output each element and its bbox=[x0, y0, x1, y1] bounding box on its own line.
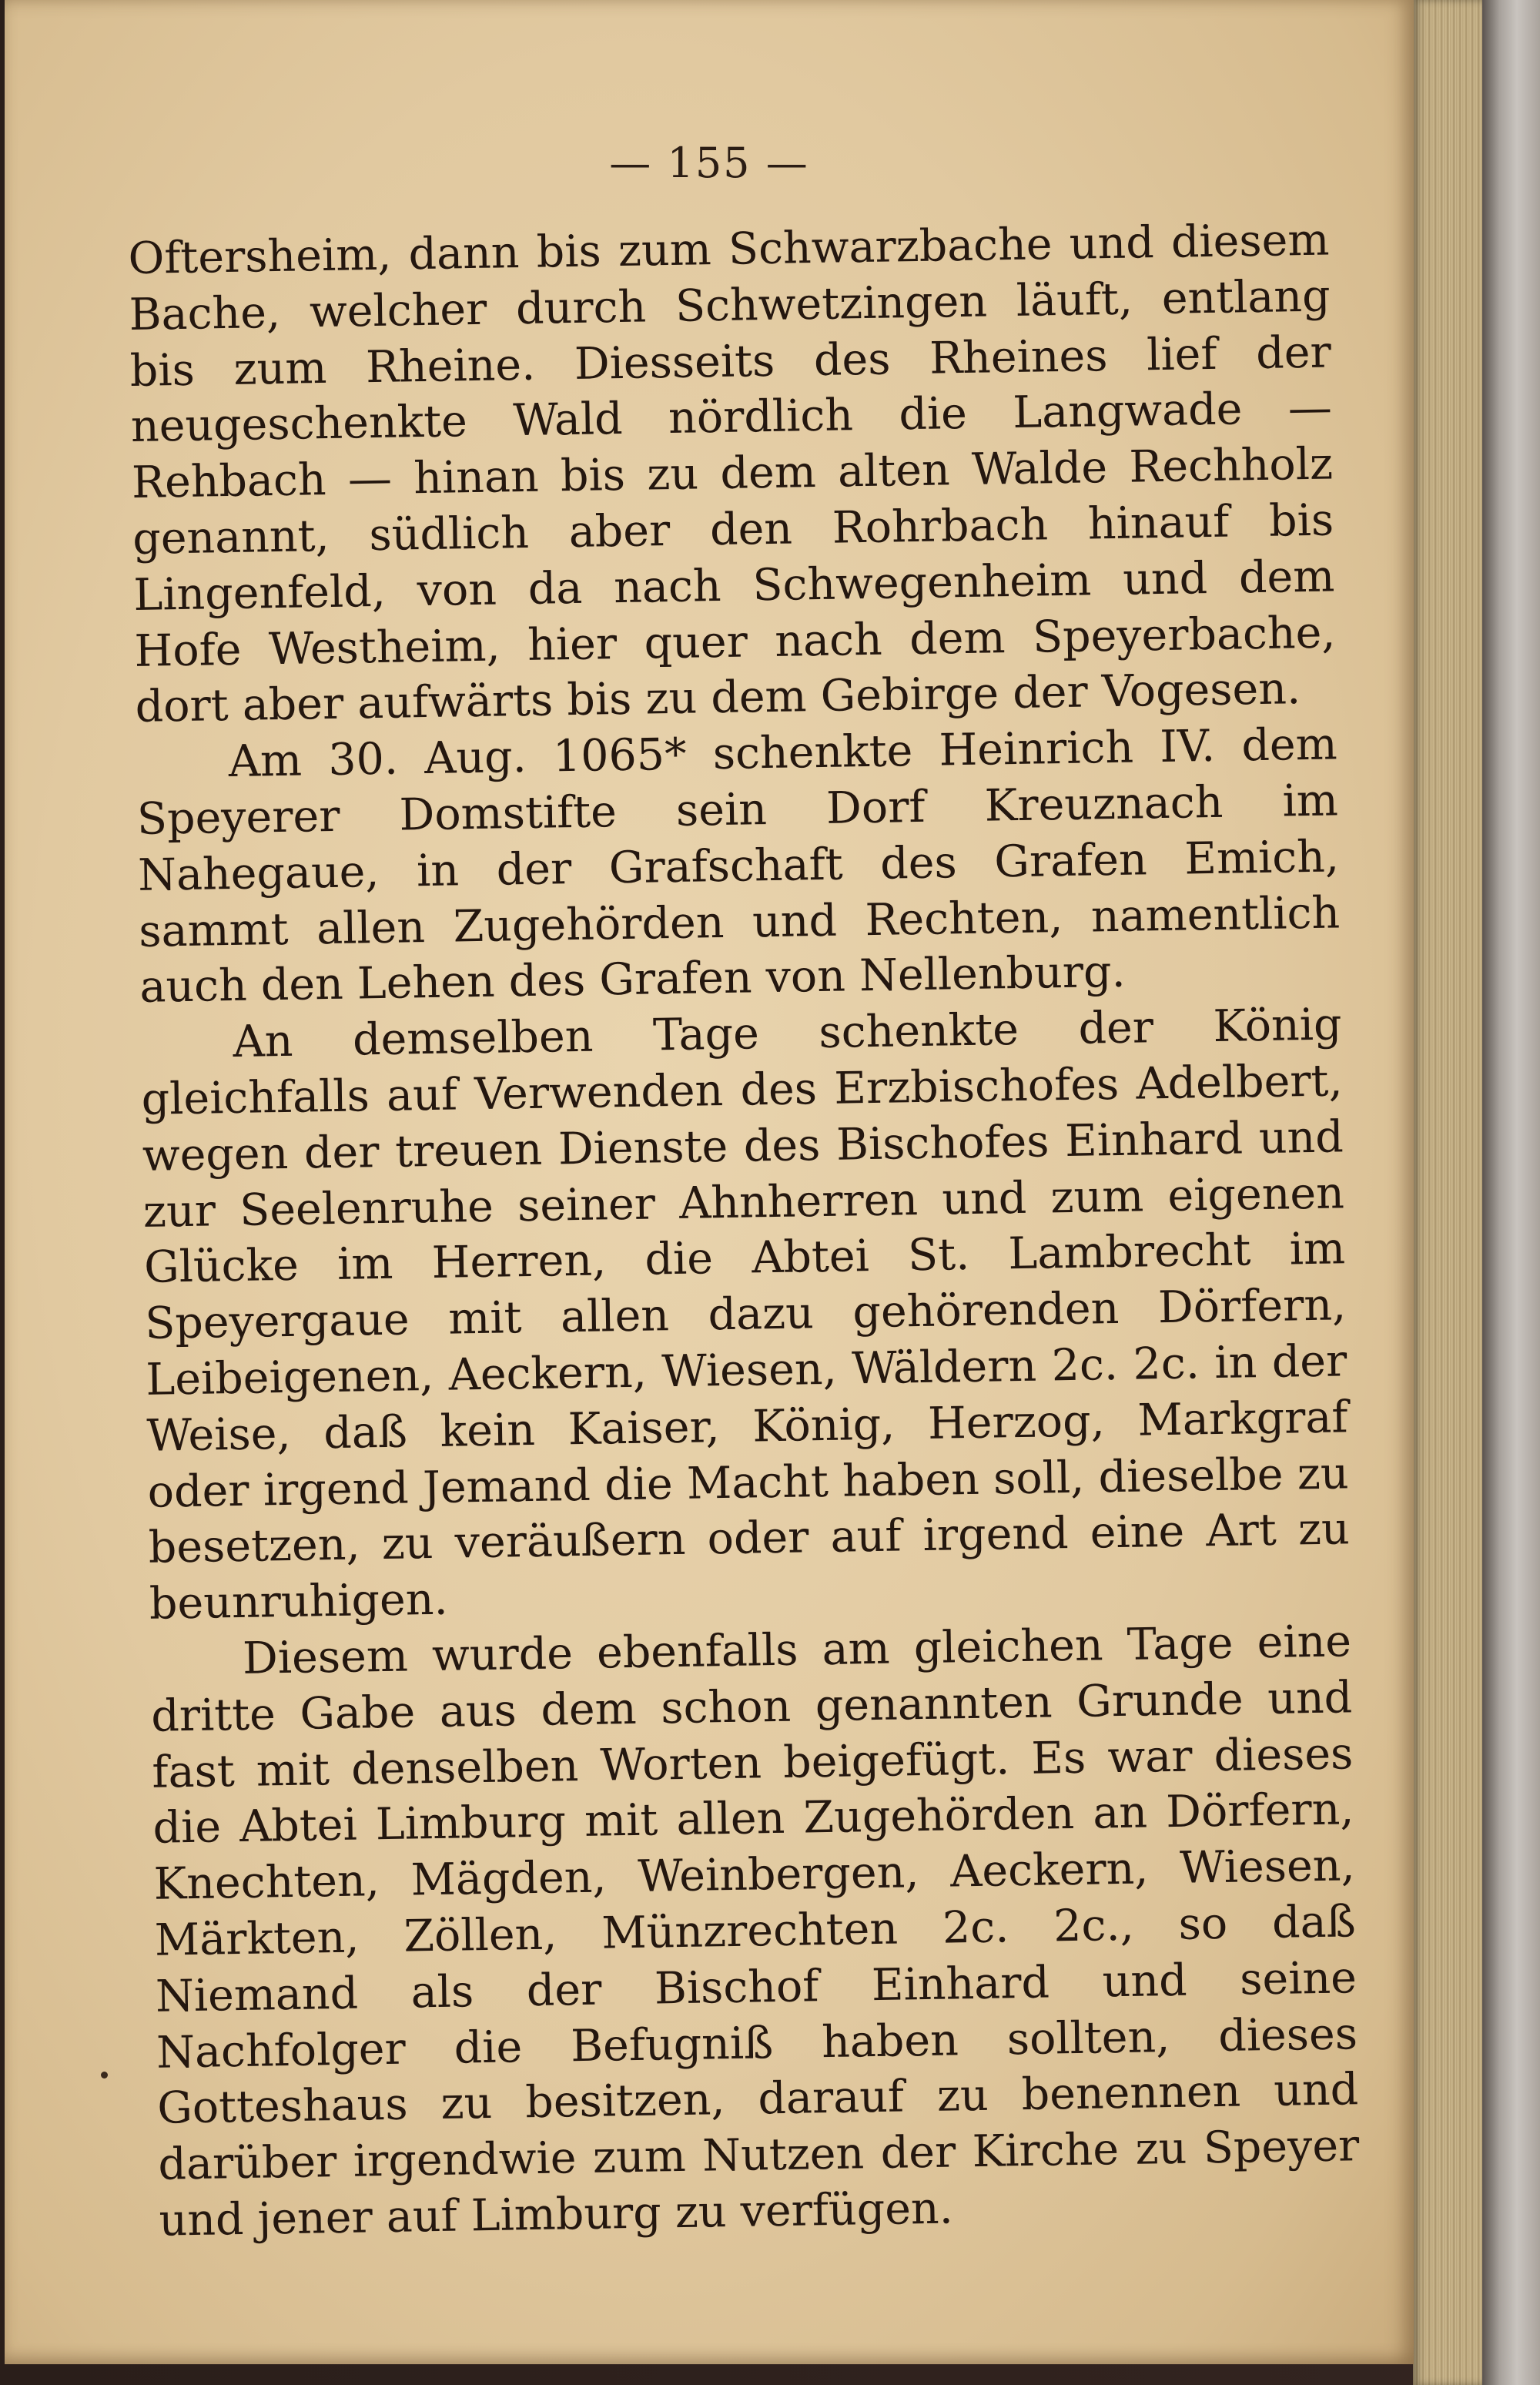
page-edges bbox=[1413, 0, 1482, 2385]
page-number: — 155 — bbox=[609, 139, 809, 187]
paragraph-2: Am 30. Aug. 1065* schenkte Heinrich IV. dem Speyerer Domstifte sein Dorf Kreuznach im Nahegaue, in der Grafschaft des Grafen Emich, sammt allen Zugehörden und Rechten, namentlich auch den Lehen des Grafen von Nellenburg. bbox=[136, 719, 1341, 1013]
paragraph-1: Oftersheim, dann bis zum Schwarzbache und diesem Bache, welcher durch Schwetzingen läuft, entlang bis zum Rheine. Diesseits des Rheines lief der neugeschenkte Wald nördlich die Langwade — Rehbach — hinan bis zu dem alten Walde Rechholz genannt, südlich aber den Rohrbach hinauf bis Lingenfeld, von da nach Schwegenheim und dem Hofe Westheim, hier quer nach dem Speyerbache, dort aber aufwärts bis zu dem Gebirge der Vogesen. bbox=[128, 214, 1336, 733]
body-text bbox=[128, 212, 1361, 2249]
book-page bbox=[5, 0, 1414, 2364]
paragraph-3: An demselben Tage schenkte der König gleichfalls auf Verwenden des Erzbischofes Adelbert, wegen der treuen Dienste des Bischofes Einhard und zur Seelenruhe seiner Ahnherren und zum eigenen Glücke im Herren, die Abtei St. Lambrecht im Speyergaue mit allen dazu gehörenden Dörfern, Leibeigenen, Aeckern, Wiesen, Wäldern 2c. 2c. in der Weise, daß kein Kaiser, König, Herzog, Markgraf oder irgend Jemand die Macht haben soll, dieselbe zu besetzen, zu veräußern oder auf irgend eine Art zu beunruhigen. bbox=[141, 999, 1351, 1630]
paragraph-4: Diesem wurde ebenfalls am gleichen Tage eine dritte Gabe aus dem schon genannten Grunde und fast mit denselben Worten beigefügt. Es war dieses die Abtei Limburg mit allen Zugehörden an Dörfern, Knechten, Mägden, Weinbergen, Aeckern, Wiesen, Märkten, Zöllen, Münzrechten 2c. 2c., so daß Niemand als der Bischof Einhard und seine Nachfolger die Befugniß haben sollten, dieses Gotteshaus zu besitzen, darauf zu benennen und darüber irgendwie zum Nutzen der Kirche zu Speyer und jener auf Limburg zu verfügen. bbox=[150, 1616, 1360, 2246]
book-cover-edge bbox=[1482, 0, 1540, 2385]
margin-dot bbox=[101, 2072, 108, 2079]
